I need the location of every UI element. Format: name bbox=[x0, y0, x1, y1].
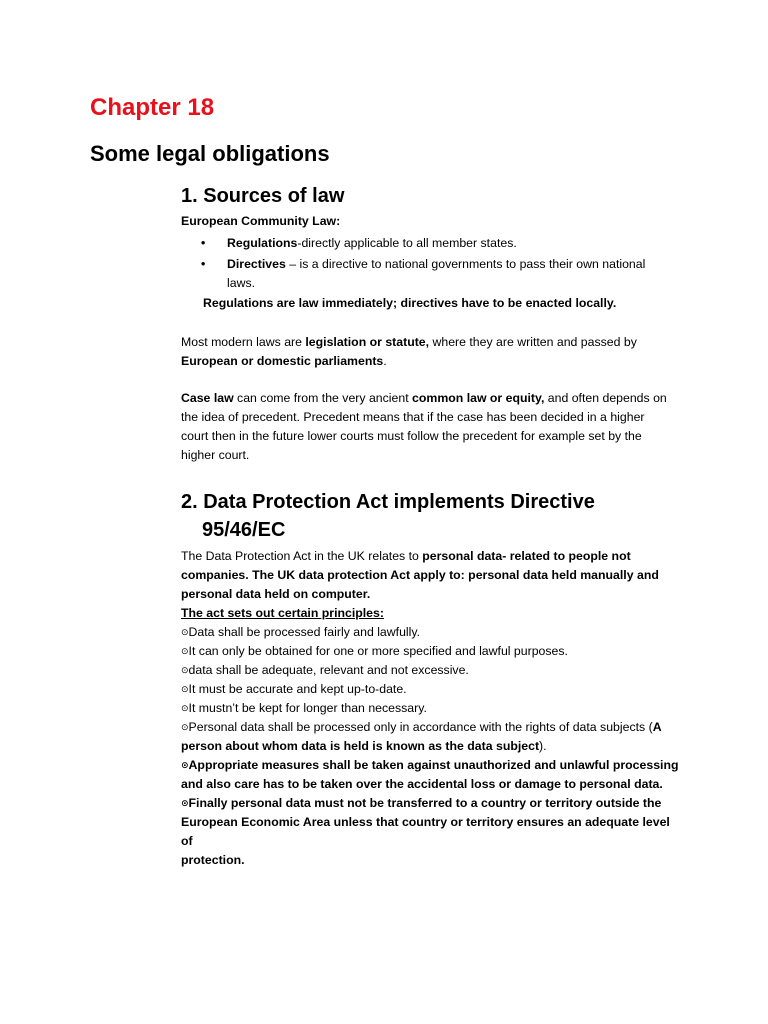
principle-marker-icon: ⊙ bbox=[181, 665, 189, 675]
chapter-title: Chapter 18 bbox=[90, 94, 215, 121]
principle-item bbox=[181, 699, 681, 718]
principle-text: data shall be adequate, relevant and not excessive. bbox=[188, 663, 469, 677]
principle-text: Finally personal data must not be transferred to a country or territory outside the bbox=[188, 796, 662, 810]
principle-marker-icon: ⊙ bbox=[181, 760, 189, 770]
eu-law-label: European Community Law: bbox=[181, 214, 341, 228]
principle-text: It can only be obtained for one or more specified and lawful purposes. bbox=[188, 644, 568, 658]
principle-item bbox=[181, 661, 681, 680]
principle-continuation: European Economic Area unless that country or territory ensures an adequate level of bbox=[181, 815, 670, 848]
regulations-summary: Regulations are law immediately; directives have to be enacted locally. bbox=[203, 296, 617, 310]
text-line: court then in the future lower courts must follow the precedent for example set by the bbox=[181, 429, 642, 443]
text-run: Case law bbox=[181, 391, 234, 405]
principle-marker-icon: ⊙ bbox=[181, 684, 189, 694]
bullet-marker: • bbox=[201, 236, 206, 250]
principles-heading: The act sets out certain principles: bbox=[181, 606, 384, 620]
section-1-heading: 1. Sources of law bbox=[181, 185, 345, 207]
principle-marker-icon: ⊙ bbox=[181, 646, 189, 656]
bullet-term: Directives bbox=[227, 257, 286, 271]
principle-text: Appropriate measures shall be taken against unauthorized and unlawful processing bbox=[188, 758, 679, 772]
principle-text: Data shall be processed fairly and lawfully. bbox=[188, 625, 421, 639]
principle-item bbox=[181, 642, 681, 661]
principle-continuation bbox=[181, 737, 681, 756]
principle-text: person about whom data is held is known as the data subject bbox=[181, 739, 540, 753]
principle-item bbox=[181, 718, 681, 737]
text-run: The Data Protection Act in the UK relates to bbox=[181, 549, 423, 563]
text-run: European or domestic parliaments bbox=[181, 354, 384, 368]
text-run: common law or equity, bbox=[412, 391, 545, 405]
heading-line: 95/46/EC bbox=[202, 519, 286, 541]
principle-text: Personal data shall be processed only in accordance with the rights of data subjects ( bbox=[188, 720, 653, 734]
text-line: higher court. bbox=[181, 448, 250, 462]
bullet-term: Regulations bbox=[227, 236, 298, 250]
bullet-continuation: laws. bbox=[227, 276, 256, 290]
principle-marker-icon: ⊙ bbox=[181, 722, 189, 732]
text-run: legislation or statute, bbox=[305, 335, 430, 349]
principle-item bbox=[181, 756, 681, 775]
section-2-body bbox=[181, 547, 681, 870]
principle-marker-icon: ⊙ bbox=[181, 703, 189, 713]
text-line: the idea of precedent. Precedent means that if the case has been decided in a higher bbox=[181, 410, 645, 424]
text-line: companies. The UK data protection Act apply to: personal data held manually and bbox=[181, 568, 659, 582]
text-run: and often depends on bbox=[544, 391, 667, 405]
principle-continuation: protection. bbox=[181, 853, 245, 867]
principle-text: ). bbox=[539, 739, 547, 753]
section-2-heading bbox=[181, 488, 651, 544]
chapter-subtitle: Some legal obligations bbox=[90, 141, 330, 166]
bullet-marker: • bbox=[201, 257, 206, 271]
text-run: personal data- related to people not bbox=[422, 549, 631, 563]
paragraph-case-law bbox=[181, 389, 681, 465]
text-run: can come from the very ancient bbox=[233, 391, 413, 405]
bullet-text: – is a directive to national governments to pass their own national bbox=[285, 257, 646, 271]
text-line: personal data held on computer. bbox=[181, 587, 371, 601]
principle-text: It must be accurate and kept up-to-date. bbox=[188, 682, 407, 696]
principle-marker-icon: ⊙ bbox=[181, 627, 189, 637]
text-run: where they are written and passed by bbox=[429, 335, 637, 349]
principle-item bbox=[181, 794, 681, 813]
text-run: . bbox=[383, 354, 387, 368]
bullet-text: -directly applicable to all member states. bbox=[297, 236, 517, 250]
principle-continuation: and also care has to be taken over the accidental loss or damage to personal data. bbox=[181, 777, 663, 791]
heading-line: 2. Data Protection Act implements Directive bbox=[181, 491, 595, 513]
principle-item bbox=[181, 623, 681, 642]
text-run: Most modern laws are bbox=[181, 335, 306, 349]
principle-text: It mustn’t be kept for longer than necessary. bbox=[188, 701, 427, 715]
paragraph-legislation bbox=[181, 333, 661, 371]
principle-marker-icon: ⊙ bbox=[181, 798, 189, 808]
principle-text: A bbox=[652, 720, 662, 734]
principle-item bbox=[181, 680, 681, 699]
